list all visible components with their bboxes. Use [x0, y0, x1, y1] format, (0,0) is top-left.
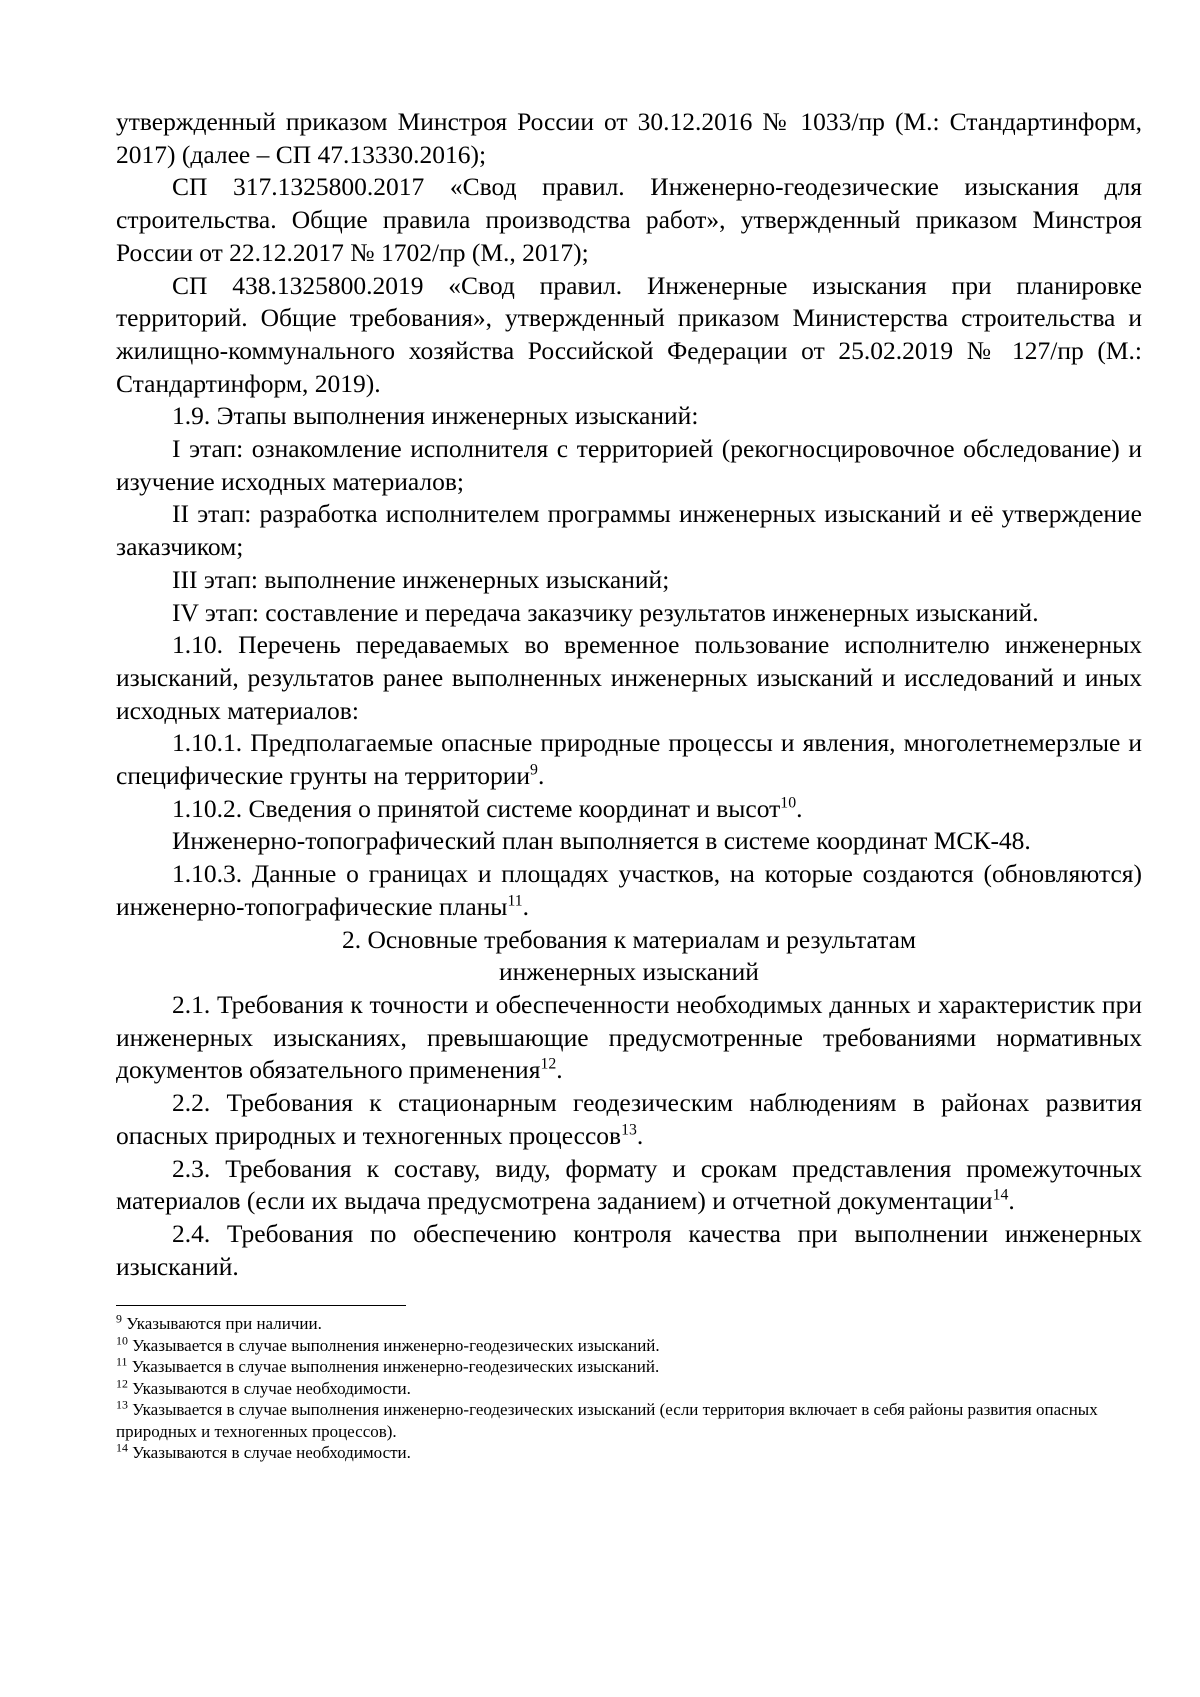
footnote-ref: 13	[621, 1121, 637, 1139]
footnote-9	[116, 1313, 1142, 1335]
footnote-12	[116, 1378, 1142, 1400]
paragraph-text: 1.10.2. Сведения о принятой системе координат и высот	[172, 793, 781, 823]
paragraph-1-10-1	[116, 727, 1142, 792]
paragraph-stage-1	[116, 433, 1142, 498]
section-heading-2	[116, 924, 1142, 957]
footnote-11	[116, 1356, 1142, 1378]
footnote-number: 9	[116, 1311, 122, 1326]
footnote-number: 10	[116, 1333, 128, 1348]
paragraph-2-1	[116, 989, 1142, 1087]
paragraph-msk48	[116, 825, 1142, 858]
footnote-10	[116, 1335, 1142, 1357]
footnote-text: Указывается в случае выполнения инженерно-геодезических изысканий.	[127, 1357, 660, 1377]
paragraph-text: 1.9. Этапы выполнения инженерных изысканий:	[172, 401, 699, 431]
document-body	[116, 106, 1142, 1283]
footnote-number: 14	[116, 1440, 128, 1455]
footnote-ref: 11	[507, 892, 523, 910]
paragraph-text: 1.10. Перечень передаваемых во временное пользование исполнителю инженерных изысканий, результатов ранее выполненных инженерных изысканий и исследований и иных исходных материалов:	[116, 630, 1142, 725]
footnote-text: Указываются в случае необходимости.	[127, 1443, 411, 1463]
paragraph-2-3	[116, 1153, 1142, 1218]
paragraph-prev-ref	[116, 106, 1142, 171]
paragraph-1-9	[116, 400, 1142, 433]
paragraph-end: .	[636, 1120, 644, 1150]
paragraph-text: I этап: ознакомление исполнителя с территорией (рекогносцировочное обследование) и изучение исходных материалов;	[116, 434, 1142, 496]
paragraph-1-10-2	[116, 793, 1142, 826]
footnote-number: 11	[116, 1354, 128, 1369]
footnotes	[116, 1313, 1142, 1464]
paragraph-1-10-3	[116, 858, 1142, 923]
paragraph-text: 2.2. Требования к стационарным геодезическим наблюдениям в районах развития опасных природных и техногенных процессов	[116, 1088, 1142, 1150]
footnote-14	[116, 1442, 1142, 1464]
paragraph-stage-4	[116, 597, 1142, 630]
paragraph-text: утвержденный приказом Минстроя России от 30.12.2016 № 1033/пр (М.: Стандартинформ, 2017) (далее – СП 47.13330.2016);	[116, 107, 1142, 169]
footnote-text: Указывается в случае выполнения инженерно-геодезических изысканий (если территория включает в себя районы развития опасных природных и техногенных процессов).	[116, 1400, 1098, 1441]
paragraph-text: 1.10.1. Предполагаемые опасные природные процессы и явления, многолетнемерзлые и специфические грунты на территории	[116, 728, 1142, 791]
footnote-13	[116, 1399, 1142, 1442]
paragraph-text: 2.1. Требования к точности и обеспеченности необходимых данных и характеристик при инженерных изысканиях, превышающие предусмотренные требованиями нормативных документов обязательного применения	[116, 989, 1142, 1085]
section-heading-line: 2. Основные требования к материалам и результатам	[341, 924, 917, 954]
paragraph-2-2	[116, 1087, 1142, 1152]
footnote-ref: 10	[780, 794, 797, 812]
paragraph-2-4	[116, 1218, 1142, 1283]
paragraph-text: СП 317.1325800.2017 «Свод правил. Инженерно-геодезические изыскания для строительства. Общие правила производства работ», утвержденный приказом Минстроя России от 22.12.2017 № 1702/пр (М., 2017);	[116, 172, 1142, 267]
section-heading-line: инженерных изысканий	[499, 957, 759, 987]
paragraph-sp438	[116, 270, 1142, 401]
paragraph-end: .	[796, 793, 803, 823]
footnote-text: Указываются при наличии.	[121, 1314, 322, 1334]
paragraph-sp317	[116, 171, 1142, 269]
footnote-separator	[116, 1305, 406, 1306]
paragraph-end: .	[1008, 1186, 1015, 1216]
paragraph-text: 2.4. Требования по обеспечению контроля качества при выполнении инженерных изысканий.	[116, 1218, 1142, 1281]
paragraph-text: Инженерно-топографический план выполняется в системе координат МСК-48.	[172, 826, 1031, 856]
footnote-ref: 14	[992, 1186, 1009, 1204]
paragraph-end: .	[522, 891, 530, 921]
paragraph-text: IV этап: составление и передача заказчику результатов инженерных изысканий.	[172, 597, 1039, 627]
paragraph-text: СП 438.1325800.2019 «Свод правил. Инженерные изыскания при планировке территорий. Общие требования», утвержденный приказом Министерства строительства и жилищно-коммунального хозяйства Российской Федерации от 25.02.2019 № 127/пр (М.: Стандартинформ, 2019).	[116, 270, 1142, 398]
section-heading-2-cont	[116, 956, 1142, 989]
paragraph-end: .	[537, 761, 545, 791]
footnote-ref: 9	[530, 761, 538, 779]
paragraph-stage-3	[116, 564, 1142, 597]
paragraph-text: III этап: выполнение инженерных изысканий;	[172, 564, 670, 594]
footnote-text: Указывается в случае выполнения инженерно-геодезических изысканий.	[127, 1335, 660, 1355]
footnote-text: Указываются в случае необходимости.	[127, 1378, 411, 1398]
footnote-ref: 12	[540, 1055, 557, 1073]
paragraph-text: II этап: разработка исполнителем программы инженерных изысканий и её утверждение заказчиком;	[116, 499, 1142, 562]
document-page	[116, 106, 1142, 1464]
paragraph-stage-2	[116, 498, 1142, 563]
footnote-number: 12	[116, 1376, 128, 1391]
paragraph-text: 2.3. Требования к составу, виду, формату и срокам представления промежуточных материалов (если их выдача предусмотрена заданием) и отчетной документации	[116, 1153, 1142, 1216]
footnote-number: 13	[116, 1397, 128, 1412]
paragraph-text: 1.10.3. Данные о границах и площадях участков, на которые создаются (обновляются) инженерно-топографические планы	[116, 859, 1142, 921]
paragraph-1-10	[116, 629, 1142, 727]
paragraph-end: .	[556, 1055, 563, 1085]
